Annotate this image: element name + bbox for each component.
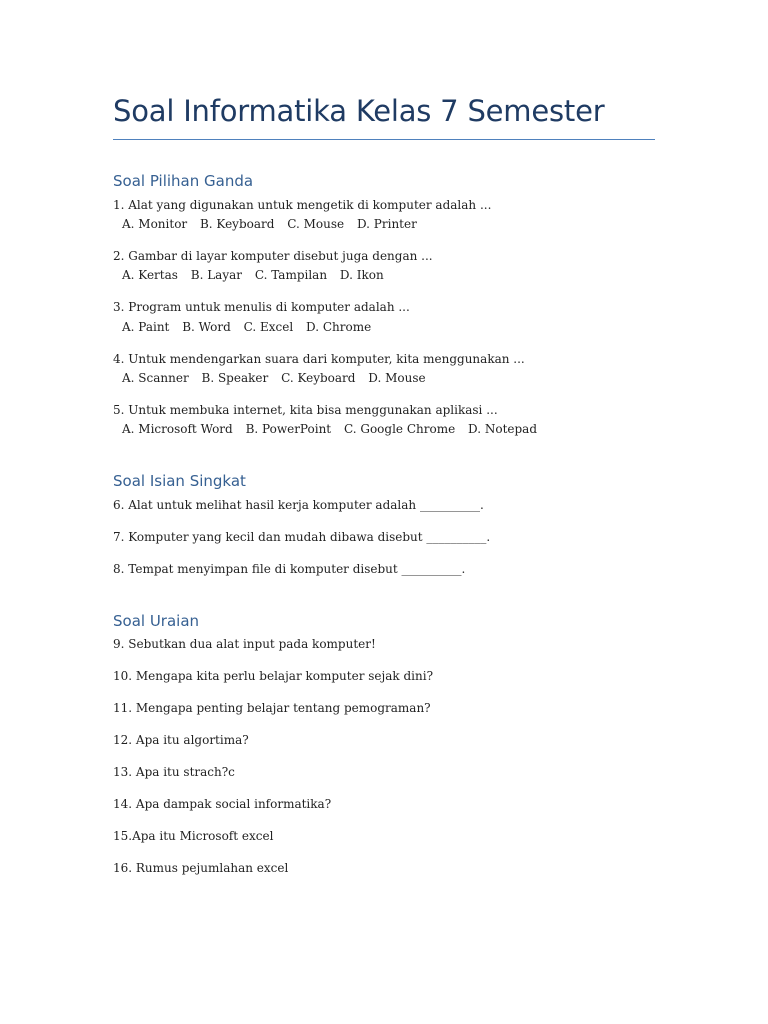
section-heading-isian-singkat: Soal Isian Singkat (113, 472, 246, 490)
document-title: Soal Informatika Kelas 7 Semester (113, 94, 605, 128)
option-d: D. Mouse (368, 371, 426, 385)
option-b: B. Speaker (201, 371, 269, 385)
mc-options-1 (122, 217, 417, 231)
essay-question-15: 15.Apa itu Microsoft excel (113, 829, 274, 843)
mc-options-5 (122, 422, 537, 436)
option-d: D. Chrome (306, 320, 372, 334)
option-d: D. Ikon (339, 268, 384, 282)
option-a: A. Paint (122, 320, 170, 334)
option-c: C. Keyboard (281, 371, 356, 385)
option-c: C. Google Chrome (343, 422, 456, 436)
essay-question-14: 14. Apa dampak social informatika? (113, 797, 332, 811)
option-b: B. Word (182, 320, 231, 334)
essay-question-9: 9. Sebutkan dua alat input pada komputer! (113, 637, 376, 651)
mc-question-5: 5. Untuk membuka internet, kita bisa menggunakan aplikasi ... (113, 403, 498, 417)
option-a: A. Monitor (122, 217, 188, 231)
essay-question-11: 11. Mengapa penting belajar tentang pemograman? (113, 701, 431, 715)
option-b: B. Keyboard (199, 217, 275, 231)
mc-question-3: 3. Program untuk menulis di komputer adalah ... (113, 300, 410, 314)
mc-options-3 (122, 320, 371, 334)
short-question-6: 6. Alat untuk melihat hasil kerja komputer adalah __________. (113, 498, 484, 512)
mc-options-2 (122, 268, 384, 282)
option-d: D. Printer (356, 217, 417, 231)
essay-question-10: 10. Mengapa kita perlu belajar komputer sejak dini? (113, 669, 434, 683)
document-page (113, 0, 655, 1024)
option-c: C. Mouse (287, 217, 345, 231)
essay-question-13: 13. Apa itu strach?c (113, 765, 235, 779)
option-c: C. Tampilan (254, 268, 328, 282)
mc-options-4 (122, 371, 426, 385)
mc-question-2: 2. Gambar di layar komputer disebut juga dengan ... (113, 249, 433, 263)
option-b: B. PowerPoint (245, 422, 332, 436)
short-question-8: 8. Tempat menyimpan file di komputer disebut __________. (113, 562, 466, 576)
essay-question-12: 12. Apa itu algortima? (113, 733, 249, 747)
section-heading-uraian: Soal Uraian (113, 612, 200, 630)
essay-question-16: 16. Rumus pejumlahan excel (113, 861, 289, 875)
title-underline-rule (113, 139, 655, 140)
short-question-7: 7. Komputer yang kecil dan mudah dibawa disebut __________. (113, 530, 491, 544)
mc-question-4: 4. Untuk mendengarkan suara dari komputer, kita menggunakan ... (113, 352, 525, 366)
option-d: D. Notepad (468, 422, 538, 436)
option-a: A. Scanner (122, 371, 189, 385)
option-c: C. Excel (243, 320, 294, 334)
option-a: A. Kertas (122, 268, 178, 282)
option-a: A. Microsoft Word (122, 422, 233, 436)
mc-question-1: 1. Alat yang digunakan untuk mengetik di komputer adalah ... (113, 198, 492, 212)
option-b: B. Layar (190, 268, 242, 282)
section-heading-pilihan-ganda: Soal Pilihan Ganda (113, 172, 254, 190)
